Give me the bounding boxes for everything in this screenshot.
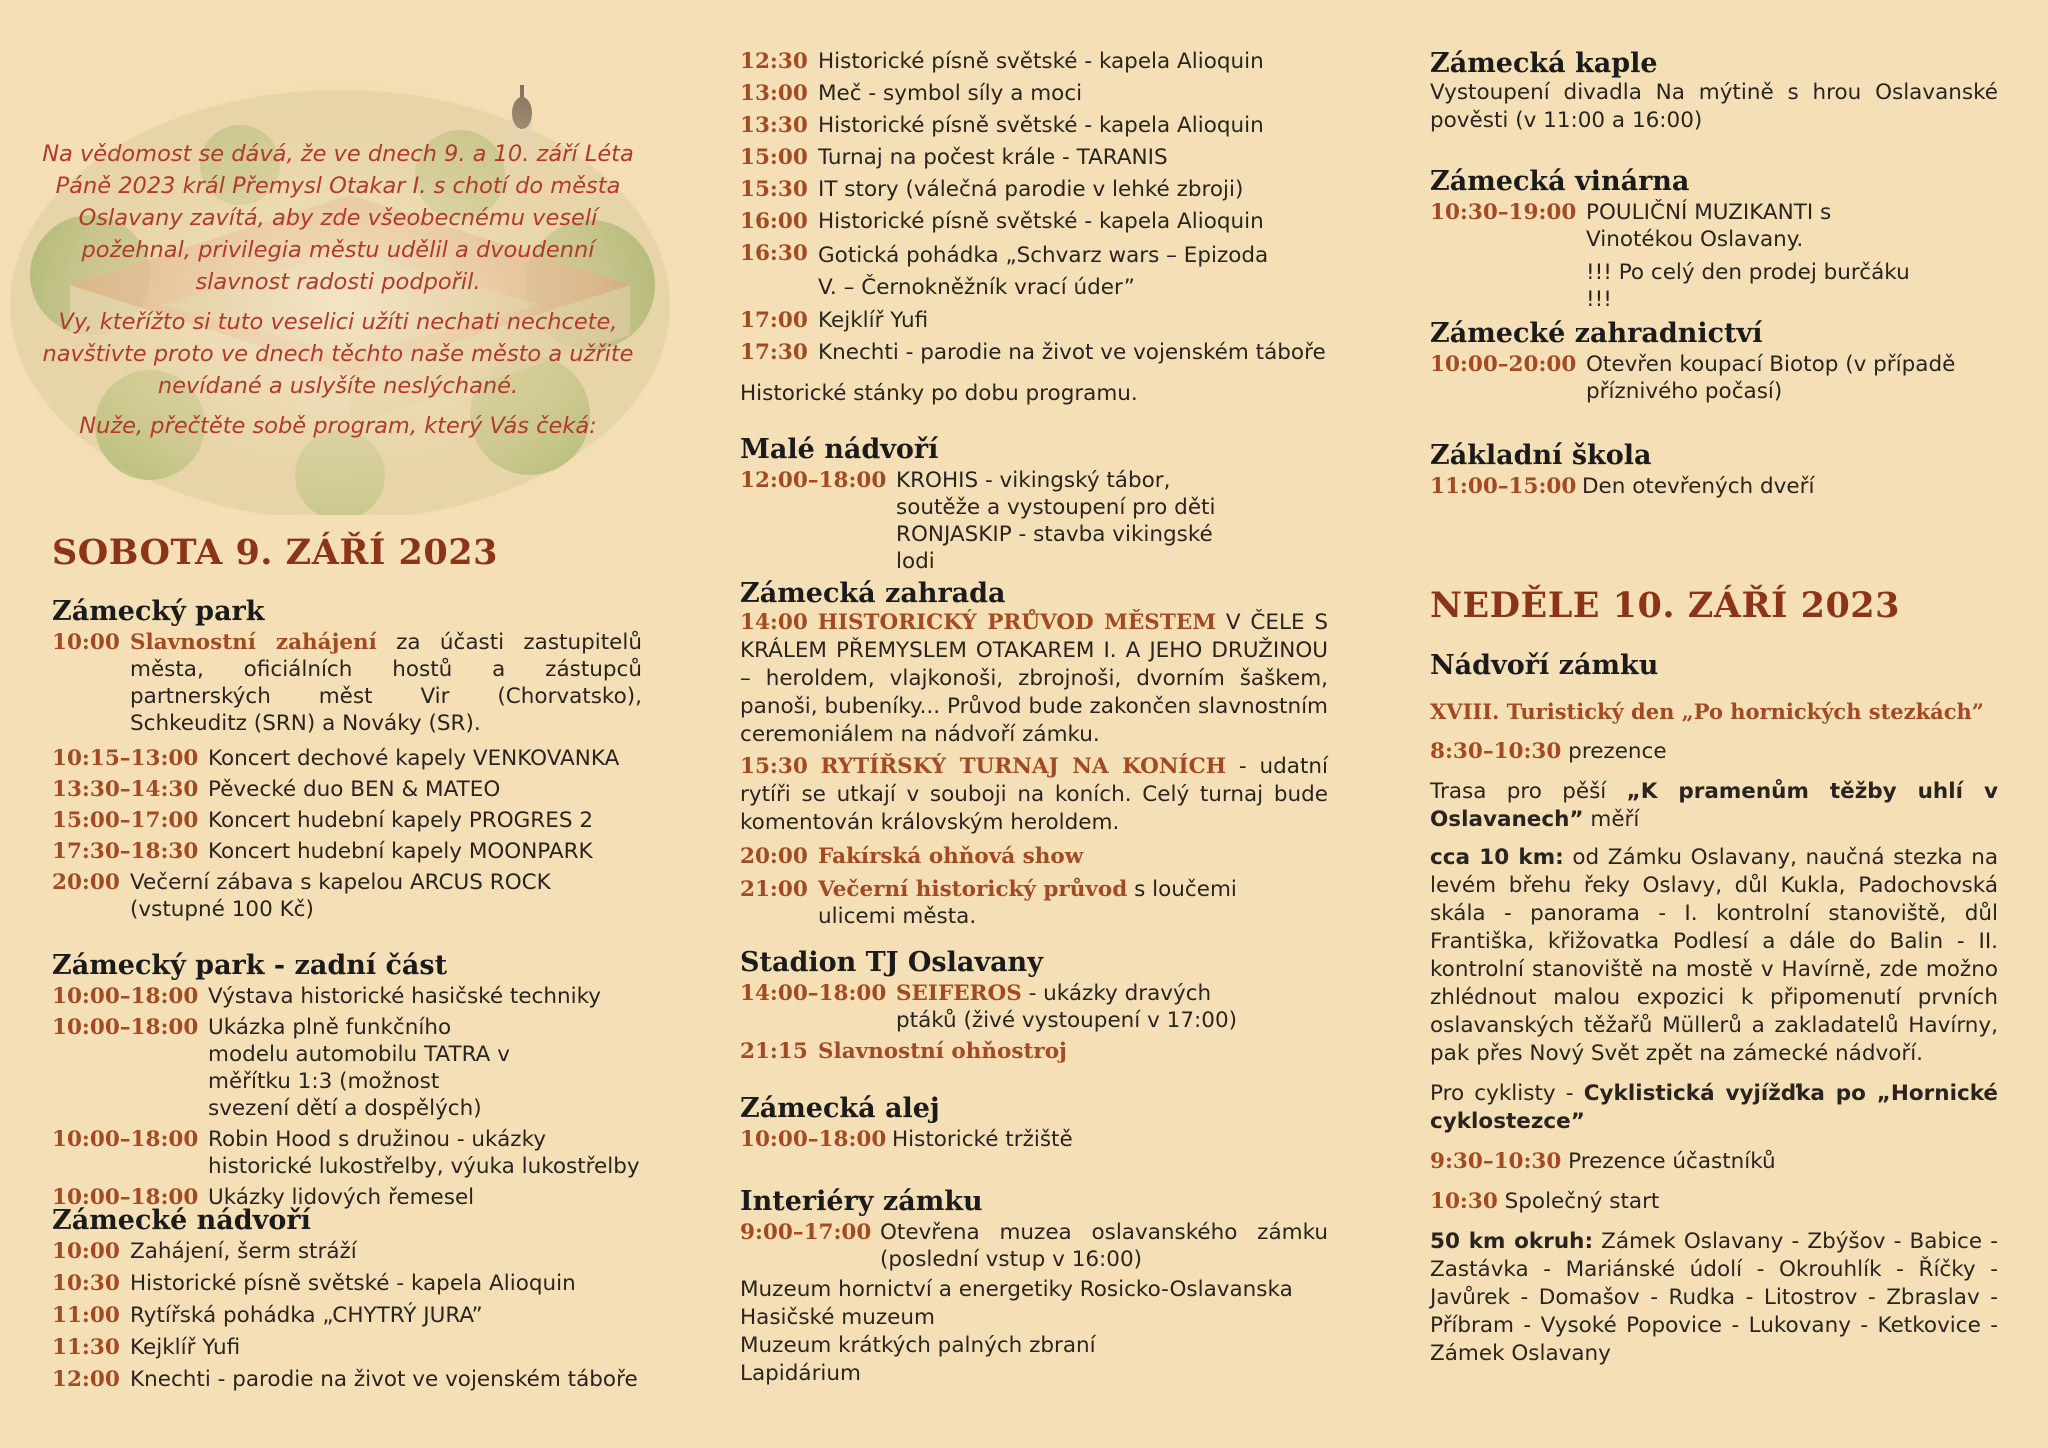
time: 9:30–10:30	[1430, 1149, 1562, 1174]
event-text	[130, 629, 642, 737]
event-text: Výstava historické hasičské techniky	[208, 984, 602, 1009]
event-title: XVIII. Turistický den „Po hornických stezkách”	[1430, 699, 1984, 724]
intro-proclamation	[38, 138, 638, 450]
event-highlight: HISTORICKÝ PRŮVOD MĚSTEM	[817, 610, 1217, 635]
section-zamecke-nadvori-continued	[740, 48, 1328, 408]
schedule-row	[740, 240, 1328, 304]
route-description	[1430, 844, 1998, 1068]
schedule-row	[740, 843, 1328, 870]
time: 10:00–18:00	[740, 1127, 887, 1152]
event-description: POULIČNÍ MUZIKANTI s Vinotékou Oslavany.	[1586, 200, 1832, 252]
event-text: Zahájení, šerm stráží	[130, 1239, 357, 1264]
schedule-row	[740, 1126, 1328, 1153]
time: 20:00	[52, 870, 120, 895]
schedule-row	[1430, 351, 1998, 405]
schedule-row	[52, 1366, 642, 1393]
event-description-2: RONJASKIP - stavba vikingské lodi	[896, 522, 1213, 574]
time: 17:00	[740, 308, 808, 333]
schedule-row	[52, 869, 642, 923]
sunday-title: NEDĚLE 10. ZÁŘÍ 2023	[1430, 585, 1901, 626]
event-text: Knechti - parodie na život ve vojenském táboře	[818, 340, 1326, 365]
time: 12:00–18:00	[740, 468, 887, 493]
schedule-row	[52, 1014, 642, 1122]
museum-item: Hasičské muzeum	[740, 1305, 935, 1330]
saturday-title: SOBOTA 9. ZÁŘÍ 2023	[52, 532, 498, 573]
garden-paragraph-1	[740, 609, 1328, 749]
event-text	[1586, 199, 1998, 313]
time: 12:00	[52, 1367, 120, 1392]
venue-title: Zámecká alej	[740, 1093, 940, 1124]
stalls-note: Historické stánky po dobu programu.	[740, 381, 1138, 406]
time: 10:00	[52, 630, 120, 655]
time: 10:00–18:00	[52, 1127, 199, 1152]
loop-text: Zámek Oslavany - Zbýšov - Babice - Zastávka - Mariánské údolí - Okrouhlík - Říčky - Javůrek - Domašov - Rudka - Litostrov - Zbraslav - Příbram - Vysoké Popovice - Lukovany - Ketkovice - Zámek Oslavany	[1430, 1229, 1998, 1366]
intro-paragraph-2: Vy, kteřížto si tuto veselici užíti nechati nechcete, navštivte proto ve dnech těchto naše město a užřite nevídané a uslyšíte neslýchané.	[42, 309, 634, 399]
cycling-text	[1430, 1080, 1998, 1136]
event-description: - udatní rytíři se utkají v souboji na koních. Celý turnaj bude komentován královským heroldem.	[740, 754, 1328, 835]
time: 11:30	[52, 1335, 120, 1360]
schedule-row	[740, 467, 1328, 575]
section-zamecke-zahradnictvi	[1430, 318, 1998, 405]
event-text: Kejklíř Yufi	[130, 1335, 241, 1360]
event-text: Rytířská pohádka „CHYTRÝ JURA”	[130, 1303, 483, 1328]
time: 9:00–17:00	[740, 1220, 872, 1245]
event-text: Koncert hudební kapely MOONPARK	[208, 839, 593, 864]
schedule-row	[52, 776, 642, 803]
venue-title: Nádvoří zámku	[1430, 650, 1659, 681]
intro-paragraph-1: Na vědomost se dává, že ve dnech 9. a 10. září Léta Páně 2023 král Přemysl Otakar I. s chotí do města Oslavany zavítá, aby zde všeobecnému veselí požehnal, privilegia městu udělil a dvoudenní slavnost radosti podpořil.	[42, 141, 634, 295]
schedule-row	[52, 745, 642, 772]
event-text: Den otevřených dveří	[1582, 474, 1815, 499]
schedule-row	[740, 144, 1328, 171]
schedule-row	[740, 48, 1328, 75]
event-text: Turnaj na počest krále - TARANIS	[818, 145, 1168, 170]
time: 14:00	[740, 610, 808, 635]
event-description: s loučemi ulicemi města.	[818, 877, 1237, 929]
section-nadvori-zamku	[1430, 650, 1998, 1368]
section-zakladni-skola	[1430, 440, 1998, 500]
event-text: Knechti - parodie na život ve vojenském táboře	[130, 1367, 638, 1392]
venue-title: Interiéry zámku	[740, 1186, 983, 1217]
section-male-nadvori	[740, 434, 1328, 575]
schedule-row	[52, 1126, 642, 1180]
schedule-row	[1430, 473, 1998, 500]
time: 17:30–18:30	[52, 839, 199, 864]
schedule-row	[1430, 199, 1998, 313]
time: 15:00–17:00	[52, 808, 199, 833]
event-text: Kejklíř Yufi	[818, 308, 929, 333]
event-text: Robin Hood s družinou - ukázky historické lukostřelby, výuka lukostřelby	[208, 1127, 640, 1179]
section-interiery	[740, 1186, 1328, 1388]
time: 10:00–18:00	[52, 984, 199, 1009]
section-zamecka-kaple	[1430, 48, 1998, 135]
time: 14:00–18:00	[740, 981, 887, 1006]
venue-title: Malé nádvoří	[740, 434, 939, 465]
time: 10:00–18:00	[52, 1185, 199, 1210]
event-text: Historické tržiště	[892, 1127, 1073, 1152]
event-description: Večerní zábava s kapelou ARCUS ROCK	[130, 870, 551, 895]
time: 10:30	[52, 1271, 120, 1296]
section-zamecka-alej	[740, 1093, 1328, 1153]
time: 15:30	[740, 754, 808, 779]
schedule-row	[740, 307, 1328, 334]
schedule-row	[740, 112, 1328, 139]
time: 20:00	[740, 844, 808, 869]
event-text: Pěvecké duo BEN & MATEO	[208, 777, 501, 802]
schedule-row	[52, 983, 642, 1010]
event-note: (vstupné 100 Kč)	[130, 897, 314, 922]
event-highlight: RYTÍŘSKÝ TURNAJ NA KONÍCH	[820, 754, 1227, 779]
event-highlight: Fakírská ohňová show	[818, 844, 1084, 869]
route-length: cca 10 km:	[1430, 845, 1564, 870]
section-zamecky-park-zadni	[52, 950, 642, 1211]
venue-title: Základní škola	[1430, 440, 1652, 471]
event-text: Koncert hudební kapely PROGRES 2	[208, 808, 593, 833]
time: 16:00	[740, 209, 808, 234]
trail-name: „K pramenům těžby uhlí v Oslavanech”	[1430, 779, 1998, 832]
trail-text	[1430, 778, 1998, 834]
section-zamecke-nadvori	[52, 1205, 642, 1393]
event-text: Vystoupení divadla Na mýtině s hrou Oslavanské pověsti (v 11:00 a 16:00)	[1430, 80, 1998, 133]
schedule-row	[740, 1038, 1328, 1065]
event-text: IT story (válečná parodie v lehké zbroji)	[818, 177, 1244, 202]
schedule-row	[740, 1219, 1328, 1273]
time: 15:00	[740, 145, 808, 170]
venue-title: Zámecké zahradnictví	[1430, 318, 1763, 349]
time: 10:00–18:00	[52, 1015, 199, 1040]
time: 10:00	[52, 1239, 120, 1264]
time: 10:30–19:00	[1430, 200, 1577, 225]
time: 13:30	[740, 113, 808, 138]
time: 13:30–14:30	[52, 777, 199, 802]
time: 8:30–10:30	[1430, 739, 1562, 764]
time: 21:15	[740, 1039, 808, 1064]
event-text: Historické písně světské - kapela Alioquin	[818, 113, 1264, 138]
loop-length: 50 km okruh:	[1430, 1229, 1594, 1254]
event-description: Prezence účastníků	[1561, 1149, 1776, 1174]
museum-item: Lapidárium	[740, 1361, 861, 1386]
time: 13:00	[740, 81, 808, 106]
event-highlight: Večerní historický průvod	[818, 877, 1128, 902]
time: 11:00–15:00	[1430, 474, 1577, 499]
schedule-row	[740, 339, 1328, 366]
section-zamecka-vinarna	[1430, 166, 1998, 313]
event-description: V ČELE S KRÁLEM PŘEMYSLEM OTAKAREM I. A JEHO DRUŽINOU – heroldem, vlajkonoši, zbrojnoši, dvorním šaškem, panoši, bubeníky... Průvod bude zakončen slavnostním ceremoniálem na nádvoří zámku.	[740, 610, 1328, 747]
schedule-row	[740, 876, 1328, 930]
time: 12:30	[740, 49, 808, 74]
museum-item: Muzeum hornictví a energetiky Rosicko-Oslavanska	[740, 1277, 1293, 1302]
schedule-row	[740, 80, 1328, 107]
registration-row	[1430, 738, 1998, 766]
event-highlight: Slavnostní ohňostroj	[818, 1039, 1067, 1064]
event-text: Koncert dechové kapely VENKOVANKA	[208, 746, 620, 771]
schedule-row	[740, 208, 1328, 235]
time: 17:30	[740, 340, 808, 365]
schedule-row	[740, 980, 1328, 1034]
time: 21:00	[740, 877, 808, 902]
venue-title: Zámecký park - zadní část	[52, 950, 448, 981]
event-text: Ukázky lidových řemesel	[208, 1185, 475, 1210]
schedule-row	[740, 176, 1328, 203]
time: 16:30	[740, 241, 808, 266]
event-highlight: SEIFEROS	[896, 981, 1022, 1006]
event-text: Otevřena muzea oslavanského zámku (poslední vstup v 16:00)	[880, 1220, 1328, 1272]
event-text	[896, 980, 1328, 1034]
event-text: Gotická pohádka „Schvarz wars – Epizoda V. – Černokněžník vrací úder”	[818, 243, 1269, 300]
museum-item: Muzeum krátkých palných zbraní	[740, 1333, 1096, 1358]
event-description: za účasti zastupitelů města, oficiálních hostů a zástupců partnerských měst Vir (Chorvatsko), Schkeuditz (SRN) a Nováky (SR).	[130, 630, 642, 736]
time: 10:30	[1430, 1189, 1498, 1214]
event-text: Historické písně světské - kapela Alioquin	[818, 209, 1264, 234]
schedule-row	[52, 1334, 642, 1361]
event-description: - ukázky dravých ptáků (živé vystoupení v 17:00)	[896, 981, 1238, 1033]
garden-paragraph-2	[740, 753, 1328, 837]
time: 11:00	[52, 1303, 120, 1328]
schedule-row	[52, 807, 642, 834]
schedule-row	[52, 1302, 642, 1329]
time: 15:30	[740, 177, 808, 202]
section-zamecka-zahrada	[740, 578, 1328, 930]
loop-description	[1430, 1228, 1998, 1368]
time: 10:00–20:00	[1430, 352, 1577, 377]
event-text: Meč - symbol síly a moci	[818, 81, 1083, 106]
venue-title: Zámecká kaple	[1430, 48, 1658, 79]
route-text: od Zámku Oslavany, naučná stezka na levém břehu řeky Oslavy, důl Kukla, Padochovská skála - panorama - I. kontrolní stanoviště, důl Františka, křižovatka Podlesí a dále do Balin - II. kontrolní stanoviště na mostě v Havírně, zde možno zhlédnout malou expozici k připomenutí prvních oslavanských těžařů Müllerů a zakladatelů Havírny, pak přes Nový Svět zpět na zámecké nádvoří.	[1430, 845, 1999, 1066]
venue-title: Zámecké nádvoří	[52, 1205, 311, 1236]
section-stadion	[740, 947, 1328, 1065]
time: 10:15–13:00	[52, 746, 199, 771]
event-description: KROHIS - vikingský tábor, soutěže a vystoupení pro děti	[896, 468, 1216, 520]
venue-title: Zámecká zahrada	[740, 578, 1006, 609]
venue-title: Stadion TJ Oslavany	[740, 947, 1043, 978]
event-highlight: Slavnostní zahájení	[130, 630, 377, 655]
event-description: Společný start	[1497, 1189, 1660, 1214]
schedule-row	[52, 1238, 642, 1265]
schedule-row	[52, 629, 642, 737]
event-text	[130, 869, 642, 923]
venue-title: Zámecká vinárna	[1430, 166, 1690, 197]
cycling-registration	[1430, 1148, 1998, 1176]
schedule-row	[52, 838, 642, 865]
event-note: !!! Po celý den prodej burčáku !!!	[1586, 260, 1910, 312]
event-description: prezence	[1561, 739, 1667, 764]
event-text	[818, 876, 1328, 930]
event-text	[896, 467, 1328, 575]
intro-paragraph-3: Nuže, přečtěte sobě program, který Vás čeká:	[79, 413, 597, 439]
event-text: Historické písně světské - kapela Alioquin	[130, 1271, 576, 1296]
event-text: Ukázka plně funkčního modelu automobilu TATRA v měřítku 1:3 (možnost svezení dětí a dospělých)	[208, 1015, 510, 1121]
venue-title: Zámecký park	[52, 596, 265, 627]
trail-pre: Trasa pro pěší	[1430, 779, 1627, 804]
cycling-start	[1430, 1188, 1998, 1216]
section-zamecky-park	[52, 596, 642, 923]
trail-post: měří	[1583, 807, 1640, 832]
schedule-row	[52, 1270, 642, 1297]
event-text: Historické písně světské - kapela Alioquin	[818, 49, 1264, 74]
event-text: Otevřen koupací Biotop (v případě příznivého počasí)	[1586, 352, 1956, 404]
cycling-pre: Pro cyklisty -	[1430, 1081, 1584, 1106]
cycling-name: Cyklistická vyjížďka po „Hornické cyklostezce”	[1430, 1081, 1998, 1134]
